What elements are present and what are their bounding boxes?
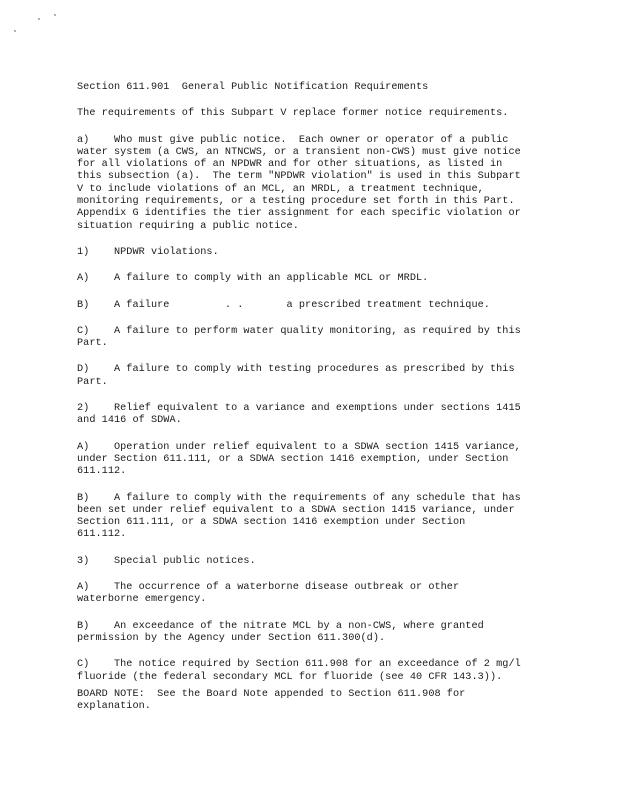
item-1a — [77, 273, 539, 285]
item-3a — [77, 582, 539, 607]
scan-speck — [38, 18, 40, 20]
paragraph-line: B) A failure . . a prescribed treatment technique. — [77, 299, 490, 311]
paragraph-line: situation requiring a public notice. — [77, 220, 299, 232]
item-1b — [77, 300, 539, 312]
paragraph-line: under Section 611.111, or a SDWA section 1416 exemption, under Section — [77, 453, 509, 465]
paragraph-line: waterborne emergency. — [77, 594, 207, 606]
item-1c — [77, 326, 539, 351]
item-1d — [77, 364, 539, 389]
section-title: Section 611.901 General Public Notification Requirements — [77, 82, 429, 93]
item-2b — [77, 493, 539, 542]
paragraph-line: B) A failure to comply with the requirements of any schedule that has — [77, 492, 521, 504]
paragraph-line: C) A failure to perform water quality monitoring, as required by this — [77, 325, 521, 337]
item-1 — [77, 247, 539, 259]
paragraph-line: 2) Relief equivalent to a variance and exemptions under sections 1415 — [77, 403, 521, 415]
scan-speck — [54, 14, 56, 16]
paragraph-line: and 1416 of SDWA. — [77, 415, 182, 427]
paragraph-line: C) The notice required by Section 611.908 for an exceedance of 2 mg/l — [77, 659, 521, 671]
paragraph-line: D) A failure to comply with testing procedures as prescribed by this — [77, 364, 515, 376]
item-3 — [77, 556, 539, 568]
paragraph-line: explanation. — [77, 701, 151, 713]
item-2 — [77, 403, 539, 428]
intro-text: The requirements of this Subpart V replace former notice requirements. — [77, 108, 509, 120]
paragraph-line: Appendix G identifies the tier assignment for each specific violation or — [77, 208, 521, 220]
paragraph-line: 611.112. — [77, 466, 127, 478]
item-2a — [77, 442, 539, 479]
paragraph-line: permission by the Agency under Section 611.300(d). — [77, 632, 386, 644]
item-3c — [77, 659, 539, 684]
paragraph-line: fluoride (the federal secondary MCL for fluoride (see 40 CFR 143.3)). — [77, 671, 503, 683]
paragraph-line: 3) Special public notices. — [77, 555, 256, 567]
paragraph-line: this subsection (a). The term "NPDWR violation" is used in this Subpart — [77, 171, 521, 183]
document-body — [77, 82, 539, 713]
paragraph-line: Section 611.111, or a SDWA section 1416 exemption under Section — [77, 517, 466, 529]
paragraph-line: been set under relief equivalent to a SDWA section 1415 variance, under — [77, 504, 515, 516]
paragraph-line: 1) NPDWR violations. — [77, 246, 219, 258]
scan-speck — [14, 30, 16, 32]
paragraph-line: A) Operation under relief equivalent to a SDWA section 1415 variance, — [77, 441, 521, 453]
paragraph-line: for all violations of an NPDWR and for other situations, as listed in — [77, 159, 503, 171]
paragraph-line: V to include violations of an MCL, an MRDL, a treatment technique, — [77, 183, 484, 195]
paragraph-line: B) An exceedance of the nitrate MCL by a non-CWS, where granted — [77, 620, 484, 632]
paragraph-line: water system (a CWS, an NTNCWS, or a transient non-CWS) must give notice — [77, 146, 521, 158]
paragraph-line: BOARD NOTE: See the Board Note appended to Section 611.908 for — [77, 688, 466, 700]
paragraph-line: 611.112. — [77, 529, 127, 541]
paragraph-line: A) A failure to comply with an applicable MCL or MRDL. — [77, 273, 429, 285]
paragraph-line: a) Who must give public notice. Each owner or operator of a public — [77, 134, 509, 146]
paragraph-a — [77, 135, 539, 233]
paragraph-line: A) The occurrence of a waterborne disease outbreak or other — [77, 582, 460, 594]
board-note — [77, 689, 539, 714]
paragraph-line: Part. — [77, 376, 108, 388]
item-3b — [77, 621, 539, 646]
paragraph-line: Part. — [77, 338, 108, 350]
paragraph-line: monitoring requirements, or a testing procedure set forth in this Part. — [77, 196, 515, 208]
